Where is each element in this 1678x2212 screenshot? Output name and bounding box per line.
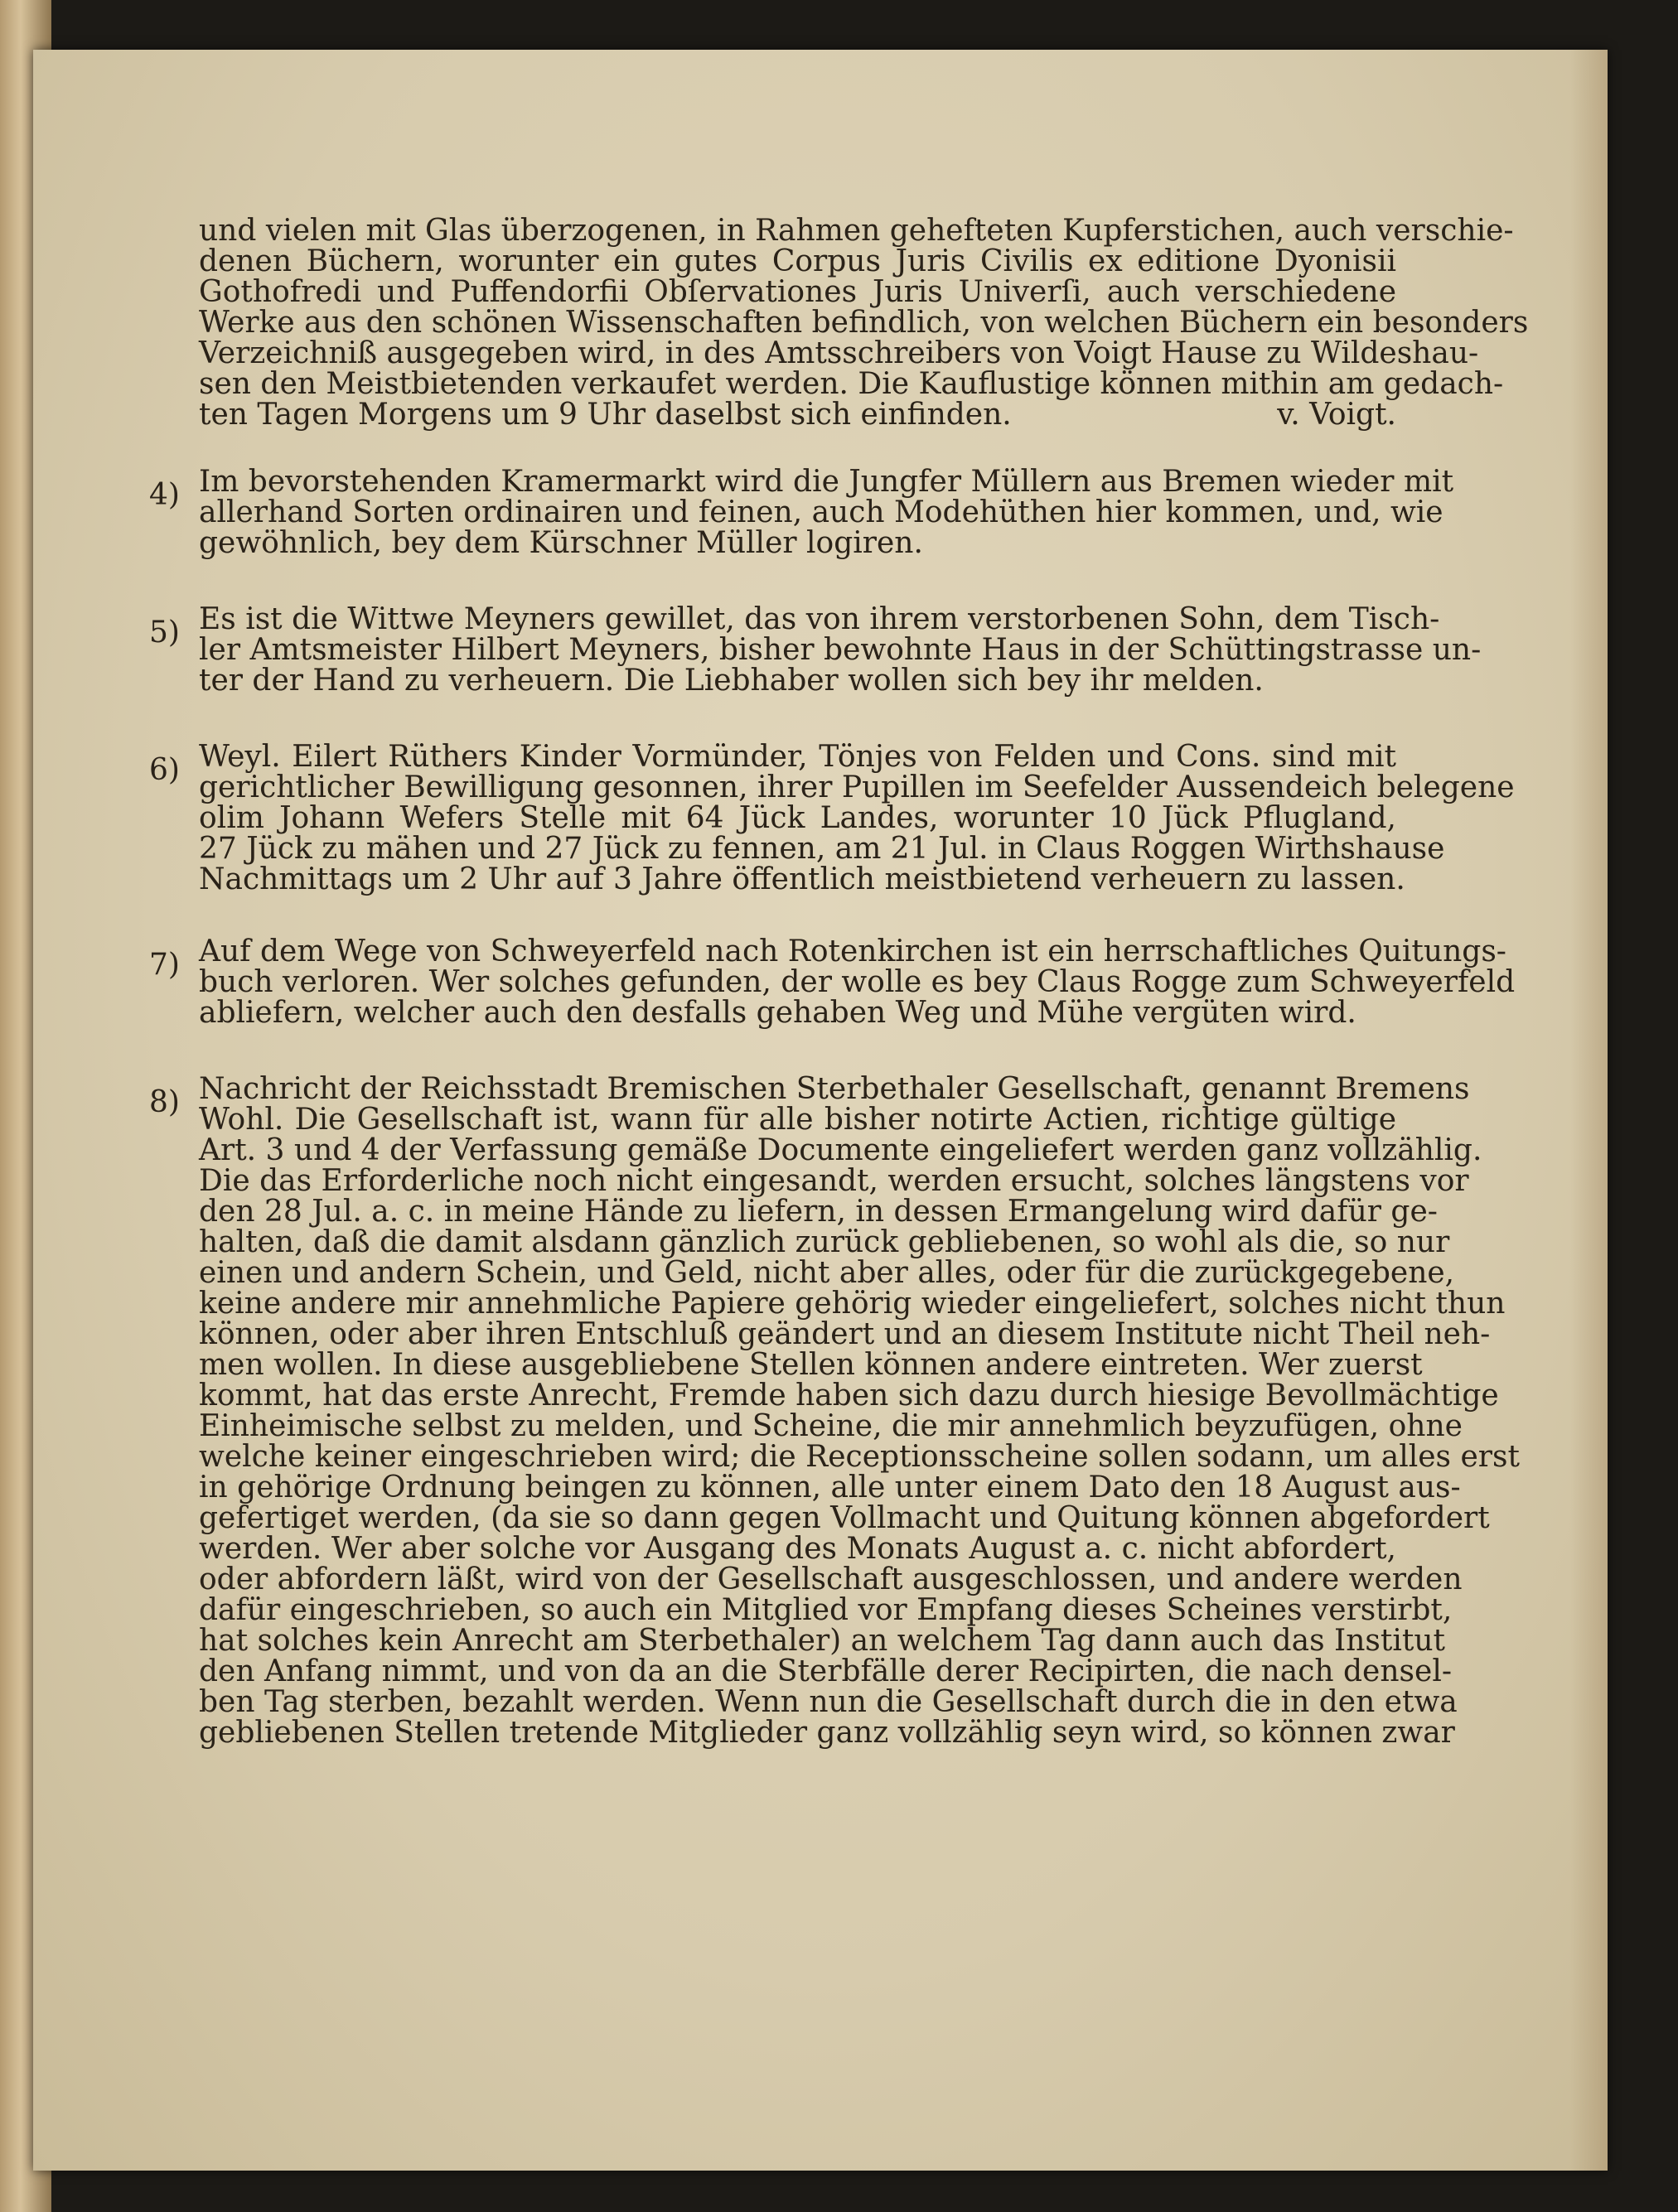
entry-number: 8) bbox=[149, 1085, 180, 1119]
text-line: dafür eingeschrieben, so auch ein Mitglied vor Empfang dieses Scheines verstirbt, bbox=[199, 1593, 1453, 1627]
text-line: Gothofredi und Puffendorfii Obſervationes Juris Univerſi, auch verschiedene bbox=[199, 275, 1396, 309]
text-line: Im bevorstehenden Kramermarkt wird die Jungfer Müllern aus Bremen wieder mit bbox=[199, 465, 1454, 499]
text-line: Die das Erforderliche noch nicht eingesandt, werden ersucht, solches längstens vor bbox=[199, 1164, 1469, 1198]
entry-number: 6) bbox=[149, 753, 180, 787]
continuation-paragraph bbox=[199, 214, 1529, 432]
entry-5 bbox=[149, 602, 1482, 698]
text-line: kommt, hat das erste Anrecht, Fremde haben sich dazu durch hiesige Bevollmächtige bbox=[199, 1379, 1499, 1413]
text-line: Weyl. Eilert Rüthers Kinder Vormünder, Tönjes von Felden und Cons. sind mit bbox=[199, 740, 1396, 774]
text-line: werden. Wer aber solche vor Ausgang des Monats August a. c. nicht abfordert, bbox=[199, 1532, 1396, 1566]
entry-number: 5) bbox=[149, 616, 180, 650]
text-line: gebliebenen Stellen tretende Mitglieder ganz vollzählig seyn wird, so können zwar bbox=[199, 1716, 1455, 1750]
text-line: Wohl. Die Gesellschaft ist, wann für alle bisher notirte Actien, richtige gültige bbox=[199, 1103, 1396, 1137]
text-line: keine andere mir annehmliche Papiere gehörig wieder eingeliefert, solches nicht thun bbox=[199, 1287, 1506, 1321]
text-line: halten, daß die damit alsdann gänzlich zurück gebliebenen, so wohl als die, so nur bbox=[199, 1225, 1450, 1259]
text-line: einen und andern Schein, und Geld, nicht aber alles, oder für die zurückgegebene, bbox=[199, 1256, 1455, 1290]
text-line: sen den Meistbietenden verkaufet werden. Die Kauflustige können mithin am gedach- bbox=[199, 367, 1504, 401]
text-line: abliefern, welcher auch den desfalls gehaben Weg und Mühe vergüten wird. bbox=[199, 996, 1356, 1030]
entry-4 bbox=[149, 465, 1454, 560]
text-line: oder abfordern läßt, wird von der Gesellschaft ausgeschlossen, und andere werden bbox=[199, 1562, 1463, 1596]
text-line: ben Tag sterben, bezahlt werden. Wenn nun die Gesellschaft durch die in den etwa bbox=[199, 1685, 1458, 1719]
text-line: hat solches kein Anrecht am Sterbethaler) an welchem Tag dann auch das Institut bbox=[199, 1624, 1445, 1658]
text-line: Verzeichniß ausgegeben wird, in des Amtsschreibers von Voigt Hause zu Wildeshau- bbox=[199, 336, 1479, 370]
page-text bbox=[149, 214, 1529, 1750]
text-line: den 28 Jul. a. c. in meine Hände zu liefern, in dessen Ermangelung wird dafür ge- bbox=[199, 1195, 1438, 1229]
text-line: olim Johann Wefers Stelle mit 64 Jück Landes, worunter 10 Jück Pflugland, bbox=[199, 801, 1396, 835]
text-line: gerichtlicher Bewilligung gesonnen, ihrer Pupillen im Seefelder Aussendeich belegene bbox=[199, 770, 1515, 804]
entry-number: 4) bbox=[149, 478, 180, 512]
text-line: Art. 3 und 4 der Verfassung gemäße Documente eingeliefert werden ganz vollzählig. bbox=[199, 1133, 1482, 1167]
entry-8 bbox=[149, 1072, 1520, 1750]
signature-line bbox=[199, 399, 1396, 430]
text-line: ter der Hand zu verheuern. Die Liebhaber wollen sich bey ihr melden. bbox=[199, 664, 1264, 698]
text-line: men wollen. In diese ausgebliebene Stellen können andere eintreten. Wer zuerst bbox=[199, 1348, 1423, 1382]
entry-number: 7) bbox=[149, 948, 180, 982]
text-line: denen Büchern, worunter ein gutes Corpus Juris Civilis ex editione Dyonisii bbox=[199, 244, 1396, 278]
entry-7 bbox=[149, 935, 1516, 1030]
text-line: gewöhnlich, bey dem Kürschner Müller logiren. bbox=[199, 526, 923, 560]
text-line: allerhand Sorten ordinairen und feinen, auch Modehüthen hier kommen, und, wie bbox=[199, 495, 1443, 529]
text-line: den Anfang nimmt, und von da an die Sterbfälle derer Recipirten, die nach densel- bbox=[199, 1654, 1452, 1688]
text-line: Werke aus den schönen Wissenschaften befindlich, von welchen Büchern ein besonders bbox=[199, 306, 1529, 340]
text-line: können, oder aber ihren Entschluß geändert und an diesem Institute nicht Theil neh- bbox=[199, 1317, 1491, 1351]
text-line: ten Tagen Morgens um 9 Uhr daselbst sich einfinden. bbox=[199, 398, 1012, 432]
text-line: ler Amtsmeister Hilbert Meyners, bisher bewohnte Haus in der Schüttingstrasse un- bbox=[199, 633, 1482, 667]
page-edge-shadow bbox=[1570, 50, 1608, 2171]
text-line: buch verloren. Wer solches gefunden, der wolle es bey Claus Rogge zum Schweyerfeld bbox=[199, 965, 1516, 999]
text-line: welche keiner eingeschrieben wird; die Receptionsscheine sollen sodann, um alles erst bbox=[199, 1440, 1520, 1474]
text-line: und vielen mit Glas überzogenen, in Rahmen gehefteten Kupferstichen, auch verschie- bbox=[199, 214, 1514, 248]
signature: v. Voigt. bbox=[1277, 398, 1396, 432]
text-line: Einheimische selbst zu melden, und Scheine, die mir annehmlich beyzufügen, ohne bbox=[199, 1409, 1463, 1443]
text-line: Auf dem Wege von Schweyerfeld nach Rotenkirchen ist ein herrschaftliches Quitungs- bbox=[199, 935, 1506, 968]
entry-6 bbox=[149, 740, 1515, 896]
text-line: 27 Jück zu mähen und 27 Jück zu fennen, am 21 Jul. in Claus Roggen Wirthshause bbox=[199, 832, 1445, 866]
text-line: Es ist die Wittwe Meyners gewillet, das von ihrem verstorbenen Sohn, dem Tisch- bbox=[199, 602, 1440, 636]
text-line: Nachmittags um 2 Uhr auf 3 Jahre öffentlich meistbietend verheuern zu lassen. bbox=[199, 862, 1405, 896]
document-page bbox=[33, 50, 1608, 2171]
text-line: gefertiget werden, (da sie so dann gegen Vollmacht und Quitung können abgefordert bbox=[199, 1501, 1490, 1535]
text-line: in gehörige Ordnung beingen zu können, alle unter einem Dato den 18 August aus- bbox=[199, 1471, 1461, 1504]
text-line: Nachricht der Reichsstadt Bremischen Sterbethaler Gesellschaft, genannt Bremens bbox=[199, 1072, 1470, 1106]
